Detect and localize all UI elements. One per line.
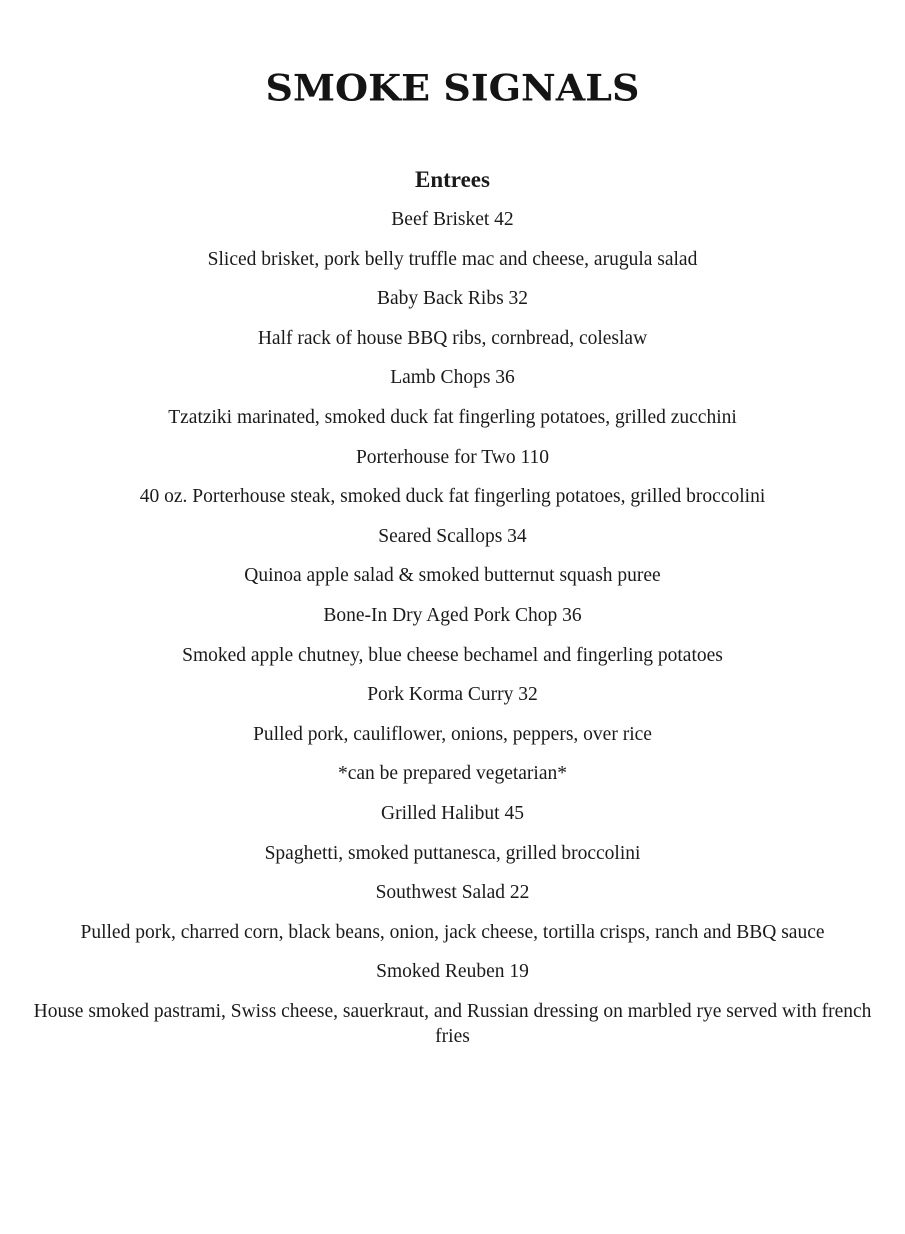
menu-item-description: Pulled pork, charred corn, black beans, onion, jack cheese, tortilla crisps, ranch and BBQ sauce <box>80 921 825 943</box>
menu-item <box>30 801 875 866</box>
menu-item-description: House smoked pastrami, Swiss cheese, sauerkraut, and Russian dressing on marbled rye served with french fries <box>33 1000 872 1047</box>
menu-item-name: Beef Brisket 42 <box>391 209 514 230</box>
menu-item-description: Pulled pork, cauliflower, onions, peppers, over rice <box>253 723 652 745</box>
menu-item-name: Bone-In Dry Aged Pork Chop 36 <box>323 604 582 626</box>
logo-text: SMOKE SIGNALS <box>265 66 640 109</box>
menu-list <box>30 207 875 1063</box>
menu-item-description: Half rack of house BBQ ribs, cornbread, coleslaw <box>257 327 648 349</box>
menu-item-description: Smoked apple chutney, blue cheese bechamel and fingerling potatoes <box>182 644 723 666</box>
menu-item <box>30 286 875 351</box>
menu-item <box>30 682 875 786</box>
menu-item-description: Spaghetti, smoked puttanesca, grilled broccolini <box>264 842 641 864</box>
menu-item <box>30 207 875 272</box>
menu-item <box>30 880 875 945</box>
menu-item-name: Porterhouse for Two 110 <box>355 446 550 468</box>
menu-item-name: Seared Scallops 34 <box>378 525 527 547</box>
section-title: Entrees <box>415 167 490 192</box>
menu-item-name: Southwest Salad 22 <box>375 882 530 904</box>
menu-item <box>30 524 875 589</box>
menu-item <box>30 445 875 510</box>
menu-item <box>30 365 875 430</box>
restaurant-logo <box>0 66 905 110</box>
menu-item-name: Lamb Chops 36 <box>390 367 515 389</box>
menu-item <box>30 959 875 1049</box>
menu-item-description: Tzatziki marinated, smoked duck fat fingerling potatoes, grilled zucchini <box>168 406 737 428</box>
menu-item-note: *can be prepared vegetarian* <box>338 763 567 785</box>
menu-item-description: Quinoa apple salad & smoked butternut squash puree <box>244 565 661 587</box>
menu-item-description: 40 oz. Porterhouse steak, smoked duck fat fingerling potatoes, grilled broccolini <box>139 486 766 508</box>
menu-item-description: Sliced brisket, pork belly truffle mac and cheese, arugula salad <box>207 248 698 270</box>
menu-item-name: Baby Back Ribs 32 <box>376 288 529 310</box>
menu-item <box>30 603 875 668</box>
menu-item-name: Pork Korma Curry 32 <box>367 684 538 706</box>
menu-item-name: Grilled Halibut 45 <box>381 802 524 824</box>
menu-item-name: Smoked Reuben 19 <box>376 961 529 983</box>
